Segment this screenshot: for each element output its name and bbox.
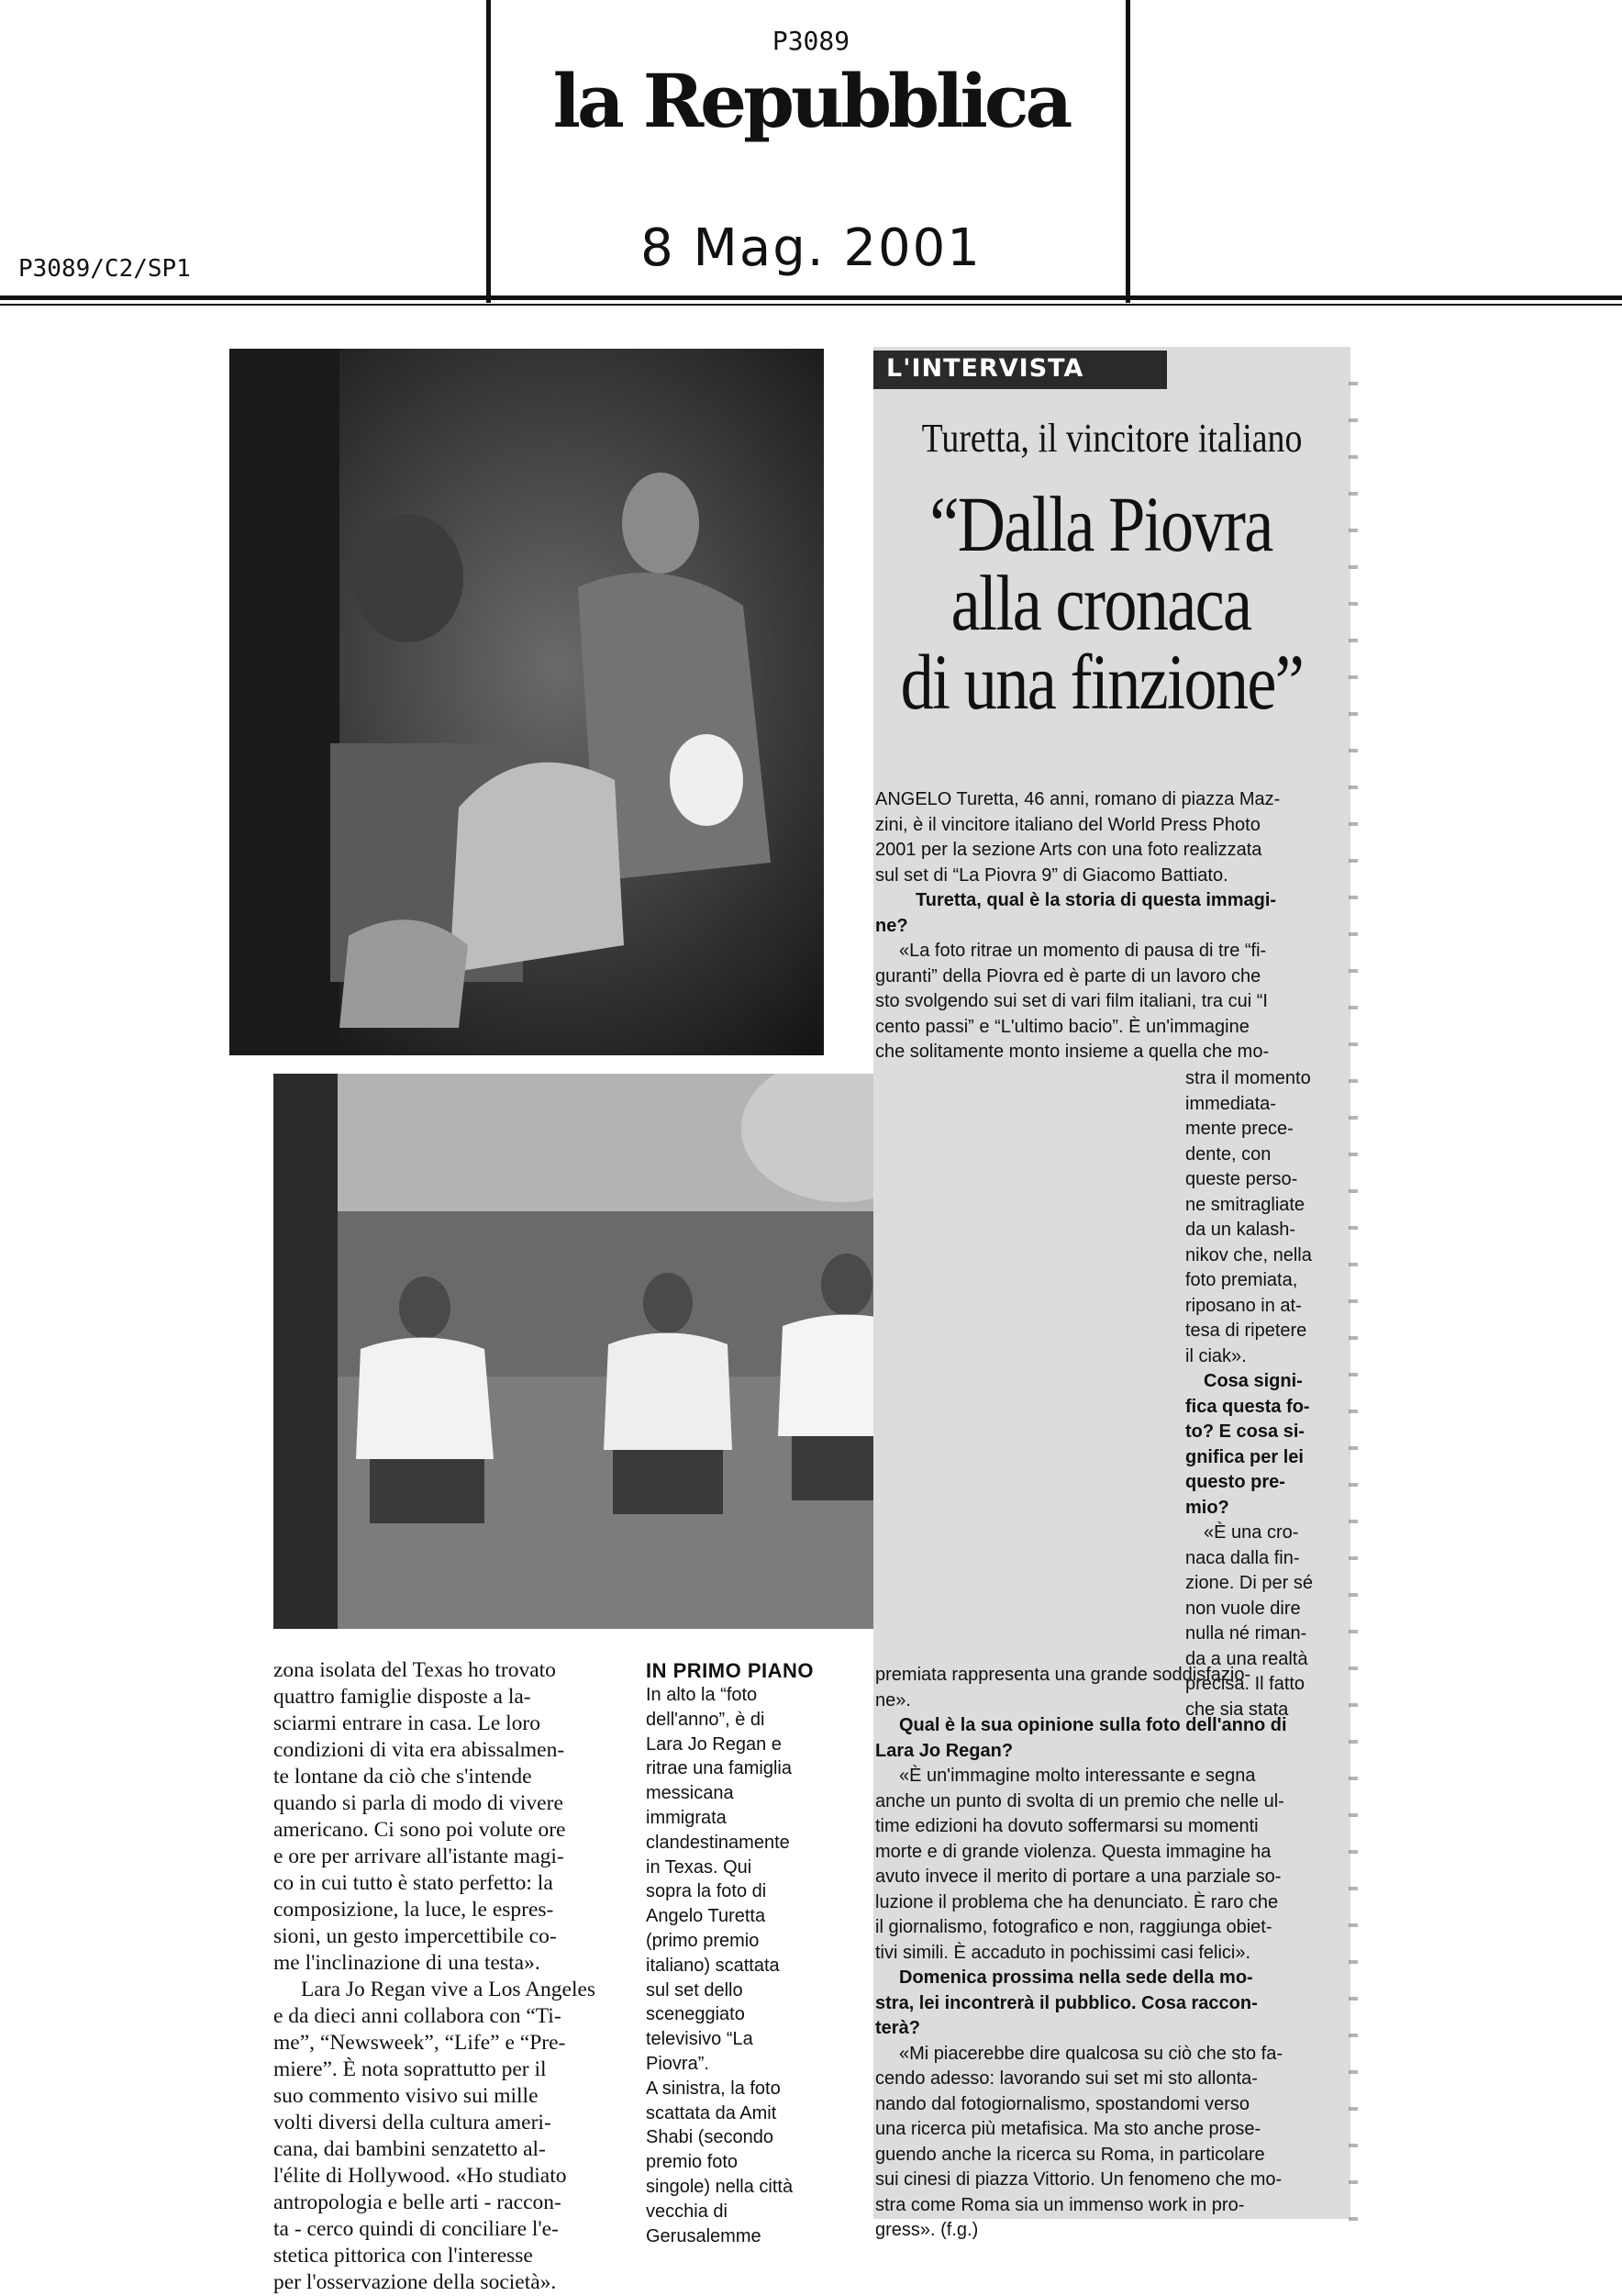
- question-line: Cosa signi-: [1204, 1371, 1303, 1391]
- question-line: questo pre-: [1185, 1472, 1285, 1492]
- body-line: quattro famiglie disposte a la-: [273, 1685, 531, 1709]
- interview-body-bottom: [875, 1663, 1343, 2244]
- caption-line: (primo premio: [646, 1930, 760, 1951]
- question-line: Lara Jo Regan?: [875, 1740, 1014, 1761]
- caption-line: singole) nella città: [646, 2176, 794, 2197]
- archive-code-top: P3089: [772, 26, 850, 56]
- caption-line: immigrata: [646, 1807, 727, 1828]
- caption-line: Lara Jo Regan e: [646, 1733, 782, 1755]
- interview-body-narrow: [1185, 1066, 1343, 1722]
- answer-line: premiata rappresenta una grande soddisfazio-: [875, 1665, 1251, 1685]
- headline-line: “Dalla Piovra: [929, 480, 1272, 568]
- body-line: antropologia e belle arti - raccon-: [273, 2190, 561, 2214]
- answer-line: una ricerca più metafisica. Ma sto anche prose-: [875, 2119, 1261, 2139]
- answer-line: zione. Di per sé: [1185, 1573, 1313, 1593]
- header-bottom-rule-thin: [0, 304, 1622, 306]
- answer-line: non vuole dire: [1185, 1598, 1301, 1619]
- answer-line: cendo adesso: lavorando sui set mi sto allonta-: [875, 2068, 1258, 2089]
- answer-line: morte e di grande violenza. Questa immagine ha: [875, 1841, 1272, 1862]
- caption-line: clandestinamente: [646, 1832, 790, 1853]
- question-line: ne?: [875, 915, 908, 936]
- body-line: co in cui tutto è stato perfetto: la: [273, 1871, 553, 1895]
- section-tag: L'INTERVISTA: [886, 354, 1084, 383]
- caption-line: in Texas. Qui: [646, 1856, 752, 1878]
- answer-line: nikov che, nella: [1185, 1244, 1312, 1265]
- body-line: me l'inclinazione di una testa».: [273, 1951, 540, 1975]
- body-line: americano. Ci sono poi volute ore: [273, 1818, 566, 1842]
- answer-line: stra come Roma sia un immenso work in pro-: [875, 2194, 1245, 2215]
- answer-line: il giornalismo, fotografico e non, raggiunga obiet-: [875, 1917, 1272, 1937]
- body-line: e ore per arrivare all'istante magi-: [273, 1845, 564, 1868]
- body-line: Lara Jo Regan vive a Los Angeles: [301, 1978, 596, 2001]
- body-line: te lontane da ciò che s'intende: [273, 1765, 532, 1789]
- answer-line: luzione il problema che ha denunciato. È raro che: [875, 1891, 1279, 1912]
- answer-line: da un kalash-: [1185, 1220, 1296, 1240]
- archive-code-left: P3089/C2/SP1: [18, 255, 191, 283]
- question-line: terà?: [875, 2018, 920, 2038]
- answer-line: guendo anche la ricerca su Roma, in particolare: [875, 2144, 1265, 2165]
- lead-line: sul set di “La Piovra 9” di Giacomo Battiato.: [875, 864, 1228, 886]
- body-line: sioni, un gesto impercettibile co-: [273, 1924, 557, 1948]
- caption-line: Gerusalemme: [646, 2225, 761, 2246]
- question-line: Turetta, qual è la storia di questa immagi-: [916, 890, 1277, 910]
- body-line: stetica pittorica con l'interesse: [273, 2244, 533, 2268]
- body-line: e da dieci anni collabora con “Ti-: [273, 2004, 561, 2028]
- answer-line: «È una cro-: [1204, 1522, 1299, 1543]
- photo-caption: [646, 1683, 857, 2248]
- panel-edge-marks: [1349, 349, 1358, 2221]
- interview-kicker: Turetta, il vincitore italiano: [921, 416, 1303, 461]
- answer-line: «La foto ritrae un momento di pausa di tre “fi-: [899, 941, 1267, 961]
- answer-line: cento passi” e “L'ultimo bacio”. È un'immagine: [875, 1016, 1250, 1037]
- body-line: cana, dai bambini senzatetto al-: [273, 2137, 546, 2161]
- caption-line: premio foto: [646, 2152, 739, 2173]
- publication-date: 8 Mag. 2001: [640, 218, 982, 278]
- answer-line: foto premiata,: [1185, 1270, 1298, 1290]
- answer-line: anche un punto di svolta di un premio che nelle ul-: [875, 1790, 1284, 1811]
- caption-line: ritrae una famiglia: [646, 1758, 792, 1779]
- answer-line: gress». (f.g.): [875, 2220, 979, 2240]
- answer-line: ne smitragliate: [1185, 1194, 1305, 1215]
- body-line: zona isolata del Texas ho trovato: [273, 1658, 556, 1682]
- answer-line: da a una realtà: [1185, 1648, 1308, 1669]
- answer-line: avuto invece il merito di portare a una parziale so-: [875, 1867, 1282, 1887]
- caption-line: A sinistra, la foto: [646, 2078, 781, 2099]
- body-line: condizioni di vita era abissalmen-: [273, 1738, 565, 1762]
- caption-line: Shabi (secondo: [646, 2127, 773, 2148]
- question-line: stra, lei incontrerà il pubblico. Cosa raccon-: [875, 1992, 1258, 2013]
- answer-line: stra il momento: [1185, 1068, 1311, 1088]
- answer-line: mente prece-: [1185, 1119, 1294, 1139]
- body-line: volti diversi della cultura ameri-: [273, 2111, 551, 2134]
- answer-line: dente, con: [1185, 1143, 1272, 1165]
- lead-line: ANGELO Turetta, 46 anni, romano di piazza Maz-: [875, 789, 1281, 809]
- lead-line: 2001 per la sezione Arts con una foto realizzata: [875, 840, 1262, 860]
- question-line: Domenica prossima nella sede della mo-: [899, 1967, 1253, 1988]
- lead-line: zini, è il vincitore italiano del World Press Photo: [875, 814, 1261, 835]
- answer-line: queste perso-: [1185, 1169, 1298, 1189]
- caption-line: messicana: [646, 1783, 734, 1804]
- caption-line: scattata da Amit: [646, 2102, 777, 2123]
- body-line: quando si parla di modo di vivere: [273, 1791, 563, 1815]
- question-line: Qual è la sua opinione sulla foto dell'anno di: [899, 1715, 1287, 1735]
- interview-headline: [900, 480, 1304, 726]
- interview-body-top: [875, 787, 1343, 1065]
- body-line: sciarmi entrare in casa. Le loro: [273, 1711, 540, 1735]
- body-line: suo commento visivo sui mille: [273, 2084, 539, 2108]
- caption-line: sopra la foto di: [646, 1881, 767, 1902]
- caption-line: In alto la “foto: [646, 1685, 758, 1705]
- answer-line: nulla né riman-: [1185, 1623, 1307, 1644]
- answer-line: precisa. Il fatto: [1185, 1674, 1305, 1694]
- answer-line: «È un'immagine molto interessante e segna: [899, 1766, 1256, 1786]
- answer-line: che sia stata: [1185, 1699, 1289, 1720]
- answer-line: nando dal fotogiornalismo, spostandomi verso: [875, 2093, 1250, 2114]
- caption-line: sul set dello: [646, 1979, 743, 2001]
- answer-line: tesa di ripetere: [1185, 1321, 1307, 1341]
- answer-line: «Mi piacerebbe dire qualcosa su ciò che sto fa-: [899, 2043, 1283, 2064]
- question-line: mio?: [1185, 1497, 1229, 1518]
- answer-line: sto svolgendo sui set di vari film italiani, tra cui “I: [875, 991, 1268, 1011]
- answer-line: guranti” della Piovra ed è parte di un lavoro che: [875, 965, 1261, 986]
- caption-line: italiano) scattata: [646, 1955, 780, 1976]
- answer-line: tivi simili. È accaduto in pochissimi casi felici».: [875, 1942, 1251, 1963]
- answer-line: sui cinesi di piazza Vittorio. Un fenomeno che mo-: [875, 2169, 1283, 2190]
- body-line: miere”. È nota soprattutto per il: [273, 2057, 547, 2081]
- caption-heading: IN PRIMO PIANO: [646, 1659, 815, 1682]
- body-line: l'élite di Hollywood. «Ho studiato: [273, 2164, 567, 2188]
- header-bottom-rule: [0, 295, 1622, 300]
- question-line: gnifica per lei: [1185, 1446, 1304, 1467]
- answer-line: immediata-: [1185, 1093, 1276, 1114]
- headline-line: di una finzione”: [900, 638, 1304, 726]
- answer-line: time edizioni ha dovuto soffermarsi su momenti: [875, 1816, 1259, 1836]
- caption-line: televisivo “La: [646, 2029, 753, 2050]
- body-line: me”, “Newsweek”, “Life” e “Pre-: [273, 2031, 566, 2055]
- answer-line: riposano in at-: [1185, 1295, 1302, 1316]
- caption-line: vecchia di: [646, 2201, 728, 2222]
- answer-line: naca dalla fin-: [1185, 1547, 1300, 1568]
- body-line: ta - cerco quindi di conciliare l'e-: [273, 2217, 559, 2241]
- body-line: per l'osservazione della società».: [273, 2270, 557, 2294]
- headline-line: alla cronaca: [950, 559, 1251, 647]
- article-body-left: [273, 1657, 613, 2296]
- photo-three-figures: [229, 349, 824, 1055]
- caption-line: sceneggiato: [646, 2004, 745, 2025]
- masthead-logo: la Repubblica: [552, 58, 1070, 144]
- caption-line: Piovra”.: [646, 2053, 709, 2074]
- question-line: to? E cosa si-: [1185, 1421, 1305, 1442]
- body-line: composizione, la luce, le espres-: [273, 1898, 554, 1922]
- answer-line: il ciak».: [1185, 1345, 1247, 1366]
- caption-line: Angelo Turetta: [646, 1906, 766, 1927]
- caption-line: dell'anno”, è di: [646, 1709, 765, 1730]
- question-line: fica questa fo-: [1185, 1396, 1310, 1417]
- answer-line: che solitamente monto insieme a quella che mo-: [875, 1042, 1270, 1062]
- answer-line: ne».: [875, 1689, 911, 1711]
